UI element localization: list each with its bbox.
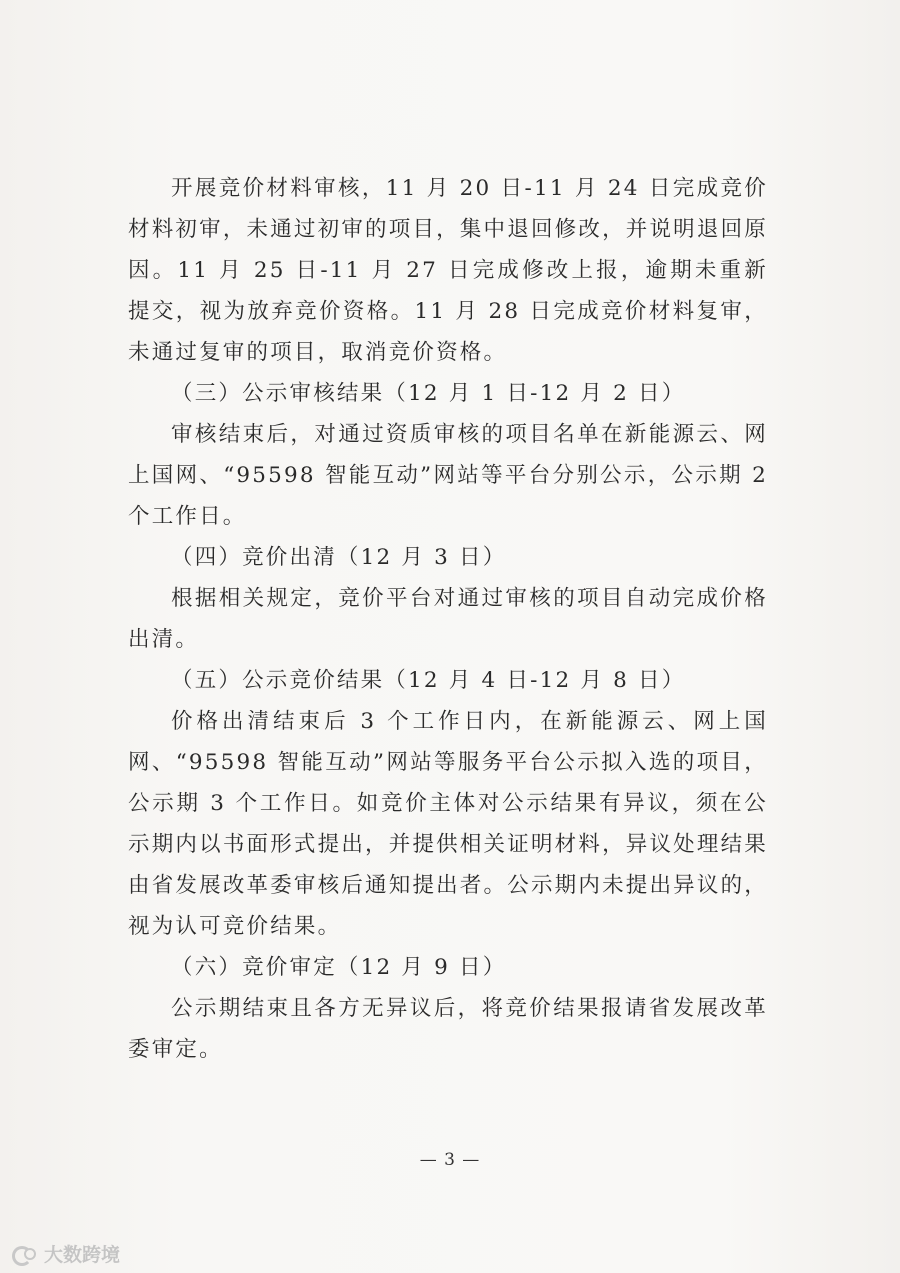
paragraph-publicize-review: 审核结束后，对通过资质审核的项目名单在新能源云、网上国网、“95598 智能互动”网站等平台分别公示，公示期 2 个工作日。: [128, 422, 768, 529]
heading-bidding-approval: （六）竞价审定（12 月 9 日）: [171, 955, 507, 980]
watermark: [10, 1240, 120, 1267]
document-body: [128, 168, 768, 1070]
heading-bidding-clearing: （四）竞价出清（12 月 3 日）: [171, 545, 507, 570]
heading-publicize-result: （五）公示竞价结果（12 月 4 日-12 月 8 日）: [171, 668, 686, 693]
page-number: — 3 —: [419, 1150, 481, 1170]
heading-publicize-review: （三）公示审核结果（12 月 1 日-12 月 2 日）: [171, 381, 686, 406]
paragraph-publicize-result: 价格出清结束后 3 个工作日内，在新能源云、网上国网、“95598 智能互动”网站等服务平台公示拟入选的项目，公示期 3 个工作日。如竞价主体对公示结果有异议，须在公示期内以书面形式提出，并提供相关证明材料，异议处理结果由省发展改革委审核后通知提出者。公示期内未提出异议的，视为认可竞价结果。: [128, 709, 768, 939]
watermark-logo-icon: [10, 1244, 38, 1264]
paragraph-bidding-clearing: 根据相关规定，竞价平台对通过审核的项目自动完成价格出清。: [128, 586, 768, 652]
paragraph-material-review: 开展竞价材料审核，11 月 20 日-11 月 24 日完成竞价材料初审，未通过初审的项目，集中退回修改，并说明退回原因。11 月 25 日-11 月 27 日完成修改上报，逾期未重新提交，视为放弃竞价资格。11 月 28 日完成竞价材料复审，未通过复审的项目，取消竞价资格。: [128, 176, 768, 365]
paragraph-bidding-approval: 公示期结束且各方无异议后，将竞价结果报请省发展改革委审定。: [128, 996, 768, 1062]
watermark-text: 大数跨境: [44, 1244, 121, 1266]
